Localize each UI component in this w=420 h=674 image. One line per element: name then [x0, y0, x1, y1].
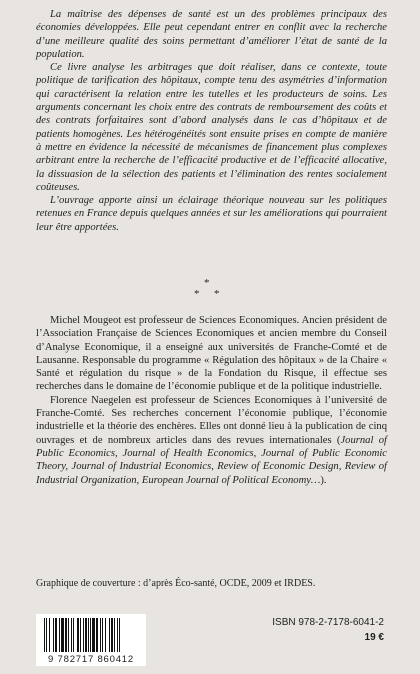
summary-paragraph: Ce livre analyse les arbitrages que doit réaliser, dans ce contexte, toute politique de tarification des hôpitaux, compte tenu des asymétries d’information qui caractérisent la relation entre les tutelles et les producteurs de soins. Les arguments concernant les choix entre des contrats de remboursement des coûts et des contrats forfaitaires sont d’abord analysés dans le cas d’hôpitaux et de patients homogènes. Les hétérogénéités sont ensuite prises en compte de manière à mettre en évidence la nécessité de mécanismes de financement plus complexes arbitrant entre la recherche de l’efficacité productive et de l’efficacité allocative, la dissuasion de la sélection des patients et l’élimination des rentes socialement coûteuses. [36, 62, 387, 193]
summary-paragraph: La maîtrise des dépenses de santé est un des problèmes principaux des économies développées. Elle peut cependant entrer en conflit avec la recherche d’une meilleure qualité des soins permettant d’améliorer l’état de santé de la population. [36, 9, 387, 60]
barcode-bar [119, 618, 120, 652]
barcode-bar [73, 618, 74, 652]
barcode-bar [65, 618, 67, 652]
barcode-bar [105, 618, 106, 652]
bio-text: ). [320, 474, 327, 486]
barcode-bar [55, 618, 57, 652]
barcode-bar [61, 618, 64, 652]
barcode-bar [114, 618, 115, 652]
barcode-bar [77, 618, 79, 652]
author-bio-naegelen [36, 394, 387, 487]
author-bios [36, 314, 387, 487]
barcode-bar [92, 618, 95, 652]
barcode-bar [71, 618, 72, 652]
barcode-bars [40, 618, 142, 654]
barcode-bar [90, 618, 91, 652]
separator-star: * [194, 288, 200, 300]
section-separator [0, 278, 420, 300]
barcode-bar [109, 618, 110, 652]
summary-paragraph: L’ouvrage apporte ainsi un éclairage théorique nouveau sur les politiques retenues en France depuis quelques années et sur les améliorations qui pourraient leur être apportées. [36, 195, 387, 233]
barcode-bar [44, 618, 45, 652]
cover-credit: Graphique de couverture : d’après Éco-santé, OCDE, 2009 et IRDES. [36, 578, 316, 589]
barcode-bar [46, 618, 47, 652]
separator-star: * [204, 277, 210, 289]
barcode-bar [59, 618, 60, 652]
barcode-bar [96, 618, 98, 652]
summary-text [36, 8, 387, 234]
barcode-bar [111, 618, 113, 652]
barcode-bar [85, 618, 87, 652]
barcode-bar [80, 618, 81, 652]
barcode-bar [83, 618, 84, 652]
author-bio-mougeot: Michel Mougeot est professeur de Sciences Economiques. Ancien président de l’Association Française de Sciences Economiques et ancien membre du Conseil d’Analyse Economique, il a enseigné aux universités de Franche-Comté et de Lausanne. Responsable du programme « Régulation des hôpitaux » de la Chaire « Santé et régulation du risque » de la Fondation du Risque, il effectue ses recherches dans le domaine de l’économie publique et de la politique industrielle. [36, 315, 387, 393]
barcode-number: 9 782717 860412 [48, 654, 134, 665]
isbn: ISBN 978-2-7178-6041-2 [272, 617, 384, 628]
barcode [36, 614, 146, 666]
separator-star: * [214, 288, 220, 300]
price: 19 € [364, 632, 384, 643]
journal-list: Journal of Public Economics, Journal of Health Economics, Journal of Public Economic Theory, Journal of Industrial Economics, Review of Economic Design, Review of Industrial Organization, European Journal of Political Economy… [36, 434, 387, 486]
bio-text: Florence Naegelen est professeur de Sciences Economiques à l’université de Franche-Comté. Ses recherches concernent l’économie publique, l’économie industrielle et la théorie des enchères. Elles ont donné lieu à la publication de cinq ouvrages et de nombreux articles dans des revues internationales ( [36, 394, 387, 446]
barcode-bar [117, 618, 118, 652]
barcode-bar [49, 618, 50, 652]
barcode-bar [88, 618, 89, 652]
barcode-bar [53, 618, 54, 652]
barcode-bar [100, 618, 101, 652]
barcode-bar [68, 618, 69, 652]
barcode-bar [102, 618, 103, 652]
